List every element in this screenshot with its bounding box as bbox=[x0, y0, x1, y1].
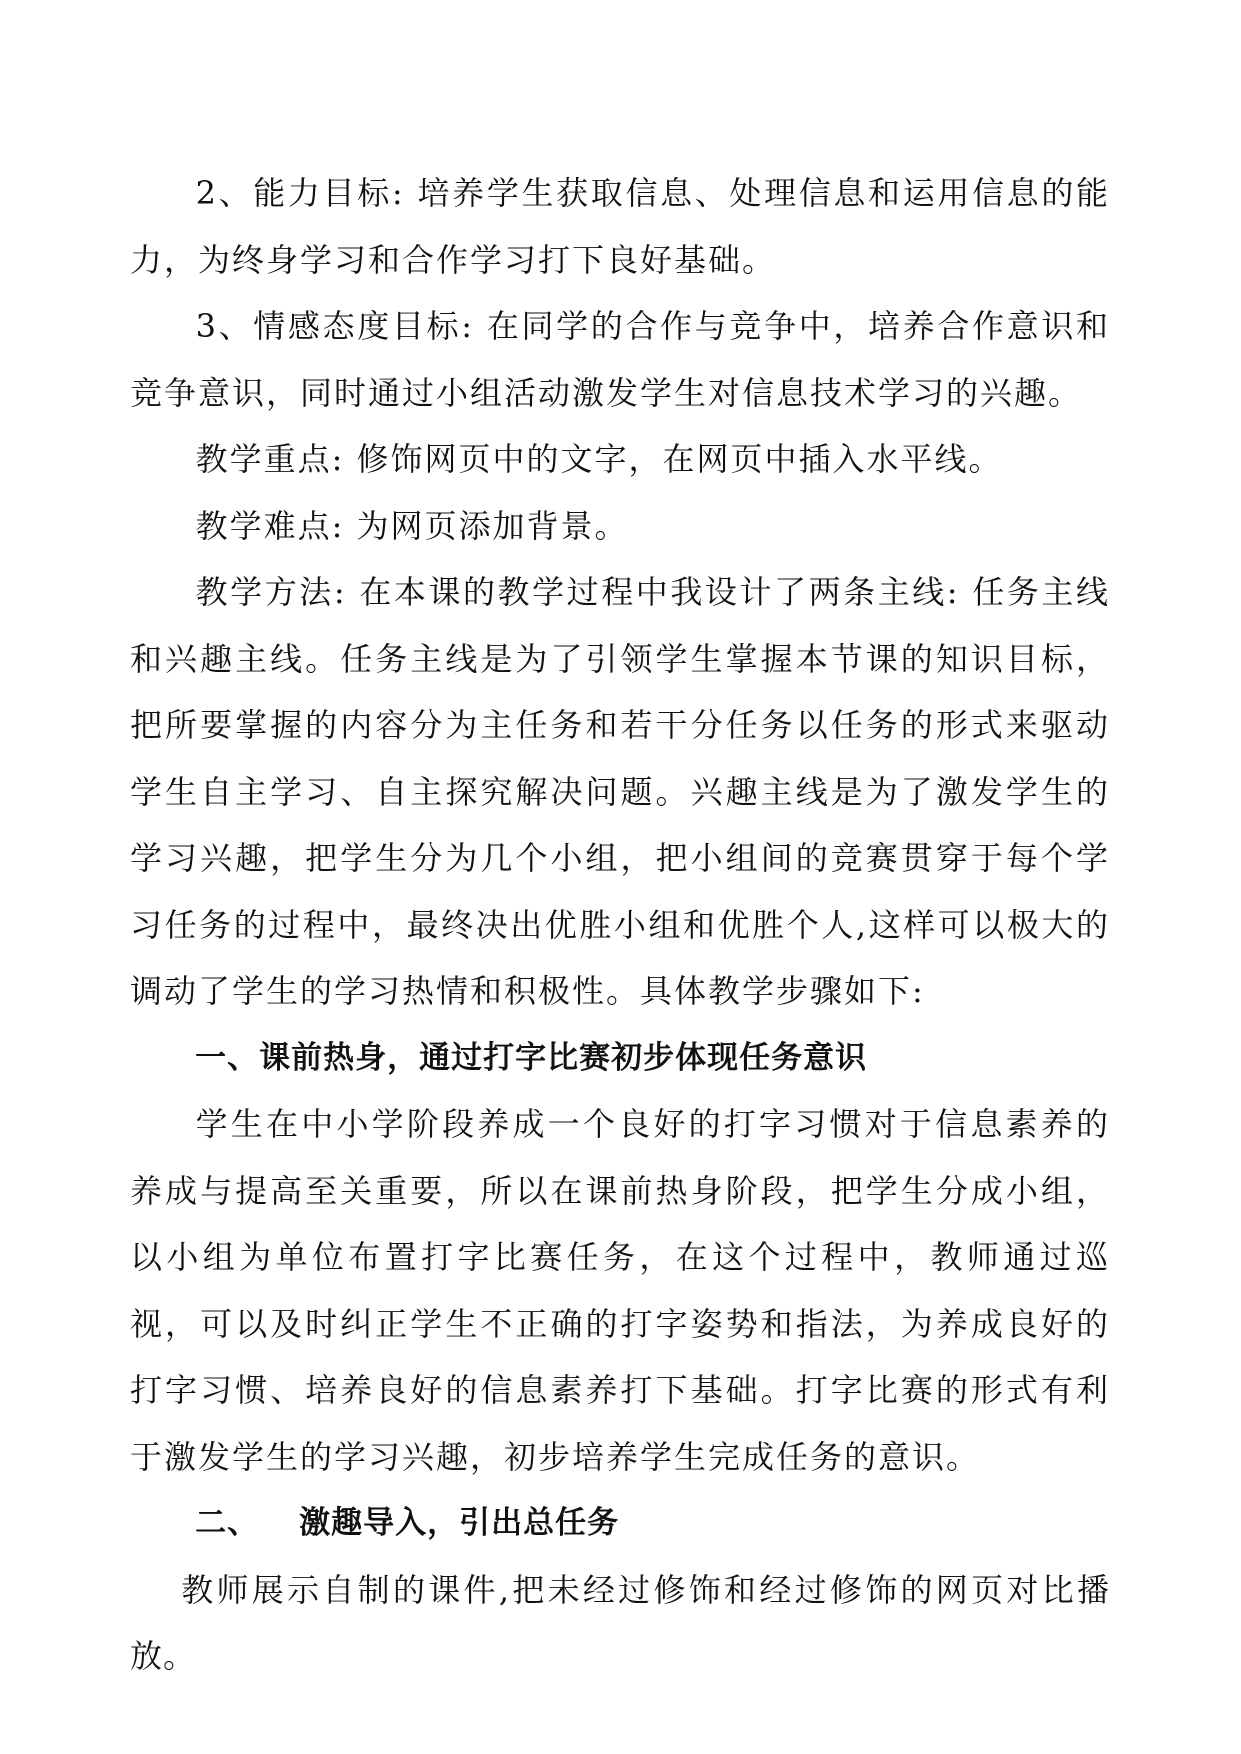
section-heading-2-number: 二、 bbox=[195, 1505, 260, 1541]
teaching-method-paragraph: 教学方法: 在本课的教学过程中我设计了两条主线: 任务主线和兴趣主线。任务主线是为了引领学生掌握本节课的知识目标，把所要掌握的内容分为主任务和若干分任务以任务的形式来驱动学生自主学习、自主探究解决问题。兴趣主线是为了激发学生的学习兴趣，把学生分为几个小组，把小组间的竞赛贯穿于每个学习任务的过程中，最终决出优胜小组和优胜个人,这样可以极大的调动了学生的学习热情和积极性。具体教学步骤如下: bbox=[130, 573, 1110, 1010]
ability-goal-paragraph: 2、能力目标: 培养学生获取信息、处理信息和运用信息的能力，为终身学习和合作学习打下良好基础。 bbox=[130, 174, 1110, 279]
teaching-difficulty-paragraph: 教学难点: 为网页添加背景。 bbox=[195, 506, 629, 545]
warmup-paragraph: 学生在中小学阶段养成一个良好的打字习惯对于信息素养的养成与提高至关重要，所以在课前热身阶段，把学生分成小组，以小组为单位布置打字比赛任务，在这个过程中，教师通过巡视，可以及时纠正学生不正确的打字姿势和指法，为养成良好的打字习惯、培养良好的信息素养打下基础。打字比赛的形式有利于激发学生的学习兴趣，初步培养学生完成任务的意识。 bbox=[130, 1105, 1110, 1476]
emotion-goal-paragraph: 3、情感态度目标: 在同学的合作与竞争中，培养合作意识和竞争意识，同时通过小组活动激发学生对信息技术学习的兴趣。 bbox=[130, 307, 1110, 412]
document-body bbox=[130, 160, 1110, 1690]
section-heading-1: 一、课前热身，通过打字比赛初步体现任务意识 bbox=[195, 1039, 868, 1076]
teaching-focus-paragraph: 教学重点: 修饰网页中的文字，在网页中插入水平线。 bbox=[195, 440, 1003, 478]
courseware-paragraph: 教师展示自制的课件,把未经过修饰和经过修饰的网页对比播放。 bbox=[130, 1570, 1110, 1675]
section-heading-2 bbox=[130, 1490, 1110, 1557]
section-heading-2-text: 激趣导入，引出总任务 bbox=[299, 1505, 620, 1541]
